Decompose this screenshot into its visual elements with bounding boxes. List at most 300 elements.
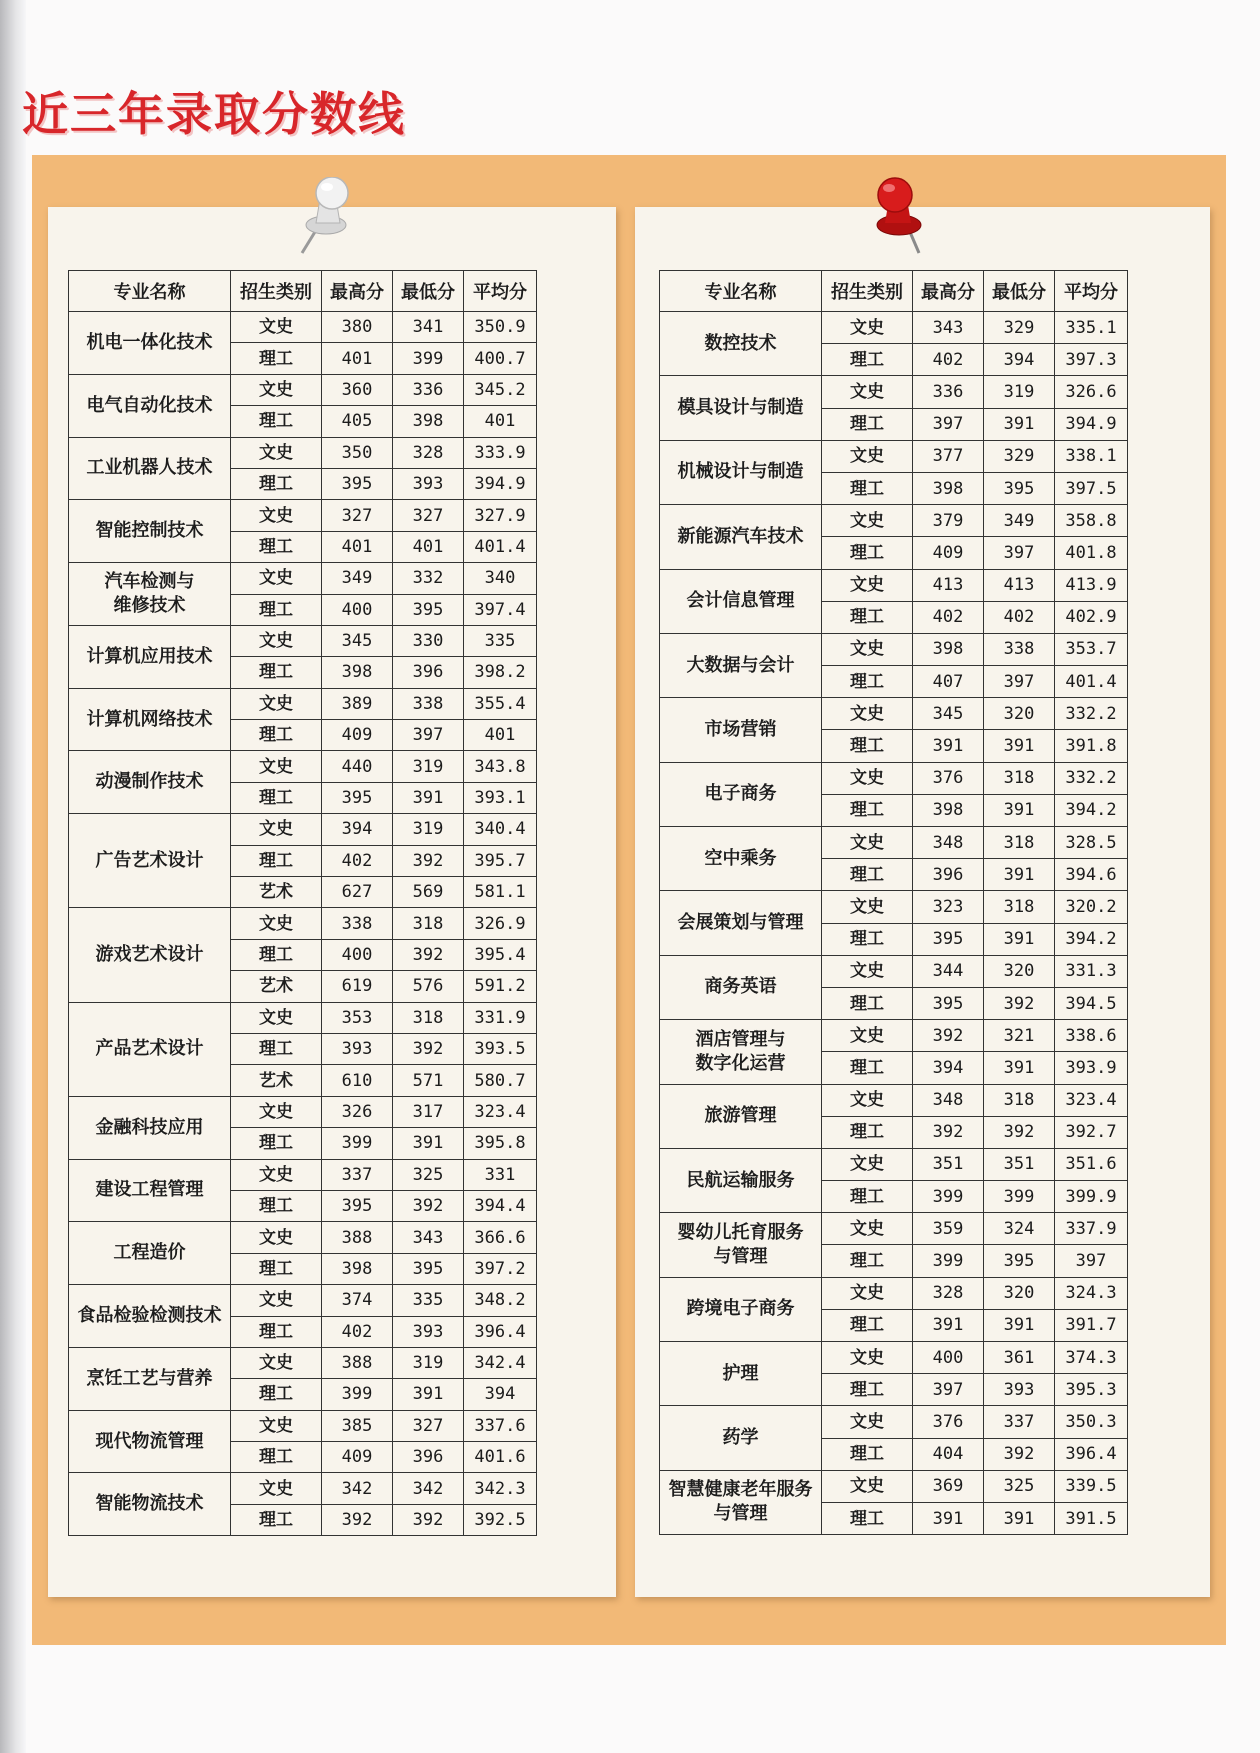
max-score-cell: 409: [913, 537, 984, 569]
header-avg-score: 平均分: [464, 271, 537, 312]
max-score-cell: 395: [322, 468, 393, 499]
max-score-cell: 399: [322, 1379, 393, 1410]
category-cell: 理工: [822, 472, 913, 504]
category-cell: 理工: [231, 1033, 322, 1064]
min-score-cell: 395: [393, 1253, 464, 1284]
category-cell: 理工: [822, 859, 913, 891]
avg-score-cell: 581.1: [464, 877, 537, 908]
min-score-cell: 392: [393, 1190, 464, 1221]
min-score-cell: 332: [393, 563, 464, 594]
min-score-cell: 395: [984, 472, 1055, 504]
min-score-cell: 328: [393, 437, 464, 468]
avg-score-cell: 342.3: [464, 1473, 537, 1504]
category-cell: 理工: [231, 782, 322, 813]
category-cell: 文史: [822, 633, 913, 665]
avg-score-cell: 338.1: [1055, 440, 1128, 472]
max-score-cell: 399: [913, 1245, 984, 1277]
category-cell: 文史: [231, 374, 322, 405]
max-score-cell: 380: [322, 312, 393, 343]
min-score-cell: 342: [393, 1473, 464, 1504]
avg-score-cell: 393.5: [464, 1033, 537, 1064]
header-major-name: 专业名称: [660, 271, 822, 312]
orange-board: [32, 155, 1226, 1645]
category-cell: 文史: [822, 376, 913, 408]
category-cell: 文史: [231, 1410, 322, 1441]
right-paper-sheet: [635, 207, 1210, 1597]
table-row: [69, 1410, 537, 1441]
table-row: [660, 1148, 1128, 1180]
max-score-cell: 328: [913, 1277, 984, 1309]
category-cell: 文史: [822, 312, 913, 344]
category-cell: 理工: [231, 468, 322, 499]
major-name-cell: 建设工程管理: [69, 1159, 231, 1222]
min-score-cell: 327: [393, 1410, 464, 1441]
major-name-cell: 机电一体化技术: [69, 312, 231, 375]
header-min-score: 最低分: [984, 271, 1055, 312]
min-score-cell: 318: [984, 827, 1055, 859]
avg-score-cell: 323.4: [464, 1096, 537, 1127]
max-score-cell: 369: [913, 1470, 984, 1502]
max-score-cell: 400: [322, 939, 393, 970]
max-score-cell: 400: [322, 594, 393, 625]
min-score-cell: 392: [984, 1116, 1055, 1148]
major-name-cell: 电子商务: [660, 762, 822, 826]
max-score-cell: 398: [913, 472, 984, 504]
category-cell: 文史: [231, 500, 322, 531]
max-score-cell: 376: [913, 762, 984, 794]
avg-score-cell: 348.2: [464, 1285, 537, 1316]
min-score-cell: 325: [393, 1159, 464, 1190]
max-score-cell: 407: [913, 666, 984, 698]
table-row: [69, 751, 537, 782]
table-row: [69, 1473, 537, 1504]
max-score-cell: 344: [913, 955, 984, 987]
min-score-cell: 338: [393, 688, 464, 719]
max-score-cell: 349: [322, 563, 393, 594]
min-score-cell: 399: [984, 1181, 1055, 1213]
major-name-cell: 智能控制技术: [69, 500, 231, 563]
max-score-cell: 379: [913, 505, 984, 537]
category-cell: 理工: [231, 1504, 322, 1535]
min-score-cell: 395: [984, 1245, 1055, 1277]
major-name-cell: 市场营销: [660, 698, 822, 762]
avg-score-cell: 345.2: [464, 374, 537, 405]
max-score-cell: 326: [322, 1096, 393, 1127]
max-score-cell: 405: [322, 406, 393, 437]
min-score-cell: 325: [984, 1470, 1055, 1502]
table-row: [69, 437, 537, 468]
category-cell: 文史: [231, 1473, 322, 1504]
avg-score-cell: 392.7: [1055, 1116, 1128, 1148]
avg-score-cell: 402.9: [1055, 601, 1128, 633]
category-cell: 理工: [822, 987, 913, 1019]
category-cell: 理工: [822, 794, 913, 826]
major-name-cell: 智慧健康老年服务 与管理: [660, 1470, 822, 1534]
min-score-cell: 336: [393, 374, 464, 405]
max-score-cell: 395: [913, 923, 984, 955]
avg-score-cell: 398.2: [464, 657, 537, 688]
avg-score-cell: 399.9: [1055, 1181, 1128, 1213]
avg-score-cell: 339.5: [1055, 1470, 1128, 1502]
avg-score-cell: 337.6: [464, 1410, 537, 1441]
category-cell: 理工: [231, 720, 322, 751]
avg-score-cell: 401.4: [464, 531, 537, 562]
max-score-cell: 619: [322, 971, 393, 1002]
min-score-cell: 391: [393, 1379, 464, 1410]
category-cell: 文史: [231, 1222, 322, 1253]
avg-score-cell: 335.1: [1055, 312, 1128, 344]
category-cell: 文史: [231, 312, 322, 343]
min-score-cell: 391: [984, 1502, 1055, 1534]
max-score-cell: 385: [322, 1410, 393, 1441]
avg-score-cell: 374.3: [1055, 1342, 1128, 1374]
major-name-cell: 护理: [660, 1342, 822, 1406]
avg-score-cell: 350.9: [464, 312, 537, 343]
major-name-cell: 大数据与会计: [660, 633, 822, 697]
left-paper-sheet: [48, 207, 616, 1597]
max-score-cell: 348: [913, 827, 984, 859]
min-score-cell: 318: [984, 891, 1055, 923]
max-score-cell: 345: [322, 625, 393, 656]
max-score-cell: 359: [913, 1213, 984, 1245]
avg-score-cell: 355.4: [464, 688, 537, 719]
max-score-cell: 395: [913, 987, 984, 1019]
min-score-cell: 329: [984, 312, 1055, 344]
header-category: 招生类别: [822, 271, 913, 312]
table-row: [69, 908, 537, 939]
avg-score-cell: 326.6: [1055, 376, 1128, 408]
red-pushpin-icon: [857, 177, 931, 257]
table-row: [69, 500, 537, 531]
major-name-cell: 计算机应用技术: [69, 625, 231, 688]
table-row: [660, 762, 1128, 794]
category-cell: 理工: [231, 343, 322, 374]
min-score-cell: 351: [984, 1148, 1055, 1180]
category-cell: 艺术: [231, 971, 322, 1002]
avg-score-cell: 401: [464, 720, 537, 751]
max-score-cell: 440: [322, 751, 393, 782]
category-cell: 文史: [822, 1148, 913, 1180]
avg-score-cell: 326.9: [464, 908, 537, 939]
avg-score-cell: 397: [1055, 1245, 1128, 1277]
avg-score-cell: 394.9: [1055, 408, 1128, 440]
min-score-cell: 335: [393, 1285, 464, 1316]
table-row: [660, 1342, 1128, 1374]
category-cell: 理工: [231, 939, 322, 970]
max-score-cell: 399: [913, 1181, 984, 1213]
max-score-cell: 398: [913, 633, 984, 665]
avg-score-cell: 394.5: [1055, 987, 1128, 1019]
table-row: [660, 1470, 1128, 1502]
category-cell: 理工: [231, 594, 322, 625]
table-row: [660, 955, 1128, 987]
avg-score-cell: 324.3: [1055, 1277, 1128, 1309]
avg-score-cell: 401.4: [1055, 666, 1128, 698]
min-score-cell: 391: [984, 859, 1055, 891]
left-score-table: [68, 270, 537, 1536]
max-score-cell: 391: [913, 730, 984, 762]
avg-score-cell: 591.2: [464, 971, 537, 1002]
major-name-cell: 模具设计与制造: [660, 376, 822, 440]
page-title: 近三年录取分数线: [22, 87, 406, 141]
major-name-cell: 会展策划与管理: [660, 891, 822, 955]
category-cell: 艺术: [231, 1065, 322, 1096]
left-table-header-row: [69, 271, 537, 312]
major-name-cell: 药学: [660, 1406, 822, 1470]
min-score-cell: 401: [393, 531, 464, 562]
header-max-score: 最高分: [913, 271, 984, 312]
table-row: [660, 827, 1128, 859]
category-cell: 理工: [231, 1442, 322, 1473]
max-score-cell: 353: [322, 1002, 393, 1033]
right-score-table: [659, 270, 1128, 1535]
major-name-cell: 旅游管理: [660, 1084, 822, 1148]
category-cell: 文史: [231, 751, 322, 782]
min-score-cell: 341: [393, 312, 464, 343]
avg-score-cell: 358.8: [1055, 505, 1128, 537]
min-score-cell: 393: [393, 1316, 464, 1347]
max-score-cell: 404: [913, 1438, 984, 1470]
category-cell: 理工: [822, 1438, 913, 1470]
min-score-cell: 397: [984, 537, 1055, 569]
avg-score-cell: 350.3: [1055, 1406, 1128, 1438]
table-row: [69, 1096, 537, 1127]
max-score-cell: 397: [913, 408, 984, 440]
major-name-cell: 工程造价: [69, 1222, 231, 1285]
max-score-cell: 376: [913, 1406, 984, 1438]
avg-score-cell: 397.4: [464, 594, 537, 625]
min-score-cell: 318: [393, 1002, 464, 1033]
header-major-name: 专业名称: [69, 271, 231, 312]
min-score-cell: 576: [393, 971, 464, 1002]
category-cell: 文史: [822, 1470, 913, 1502]
max-score-cell: 401: [322, 531, 393, 562]
table-row: [69, 1222, 537, 1253]
table-row: [660, 440, 1128, 472]
min-score-cell: 394: [984, 344, 1055, 376]
category-cell: 理工: [231, 845, 322, 876]
min-score-cell: 330: [393, 625, 464, 656]
category-cell: 理工: [231, 531, 322, 562]
avg-score-cell: 320.2: [1055, 891, 1128, 923]
table-row: [69, 374, 537, 405]
header-category: 招生类别: [231, 271, 322, 312]
header-avg-score: 平均分: [1055, 271, 1128, 312]
category-cell: 理工: [822, 1245, 913, 1277]
max-score-cell: 391: [913, 1502, 984, 1534]
min-score-cell: 393: [984, 1374, 1055, 1406]
avg-score-cell: 394.2: [1055, 923, 1128, 955]
major-name-cell: 游戏艺术设计: [69, 908, 231, 1002]
major-name-cell: 计算机网络技术: [69, 688, 231, 751]
category-cell: 理工: [822, 666, 913, 698]
min-score-cell: 320: [984, 1277, 1055, 1309]
avg-score-cell: 337.9: [1055, 1213, 1128, 1245]
max-score-cell: 409: [322, 720, 393, 751]
min-score-cell: 402: [984, 601, 1055, 633]
max-score-cell: 336: [913, 376, 984, 408]
max-score-cell: 389: [322, 688, 393, 719]
right-table-header-row: [660, 271, 1128, 312]
max-score-cell: 393: [322, 1033, 393, 1064]
major-name-cell: 产品艺术设计: [69, 1002, 231, 1096]
max-score-cell: 401: [322, 343, 393, 374]
table-row: [660, 376, 1128, 408]
avg-score-cell: 343.8: [464, 751, 537, 782]
min-score-cell: 320: [984, 698, 1055, 730]
min-score-cell: 327: [393, 500, 464, 531]
major-name-cell: 电气自动化技术: [69, 374, 231, 437]
max-score-cell: 323: [913, 891, 984, 923]
table-row: [69, 688, 537, 719]
major-name-cell: 新能源汽车技术: [660, 505, 822, 569]
avg-score-cell: 335: [464, 625, 537, 656]
min-score-cell: 318: [984, 762, 1055, 794]
category-cell: 理工: [231, 1316, 322, 1347]
major-name-cell: 工业机器人技术: [69, 437, 231, 500]
min-score-cell: 343: [393, 1222, 464, 1253]
table-row: [69, 563, 537, 594]
min-score-cell: 569: [393, 877, 464, 908]
min-score-cell: 393: [393, 468, 464, 499]
category-cell: 理工: [231, 1190, 322, 1221]
max-score-cell: 360: [322, 374, 393, 405]
major-name-cell: 机械设计与制造: [660, 440, 822, 504]
major-name-cell: 动漫制作技术: [69, 751, 231, 814]
avg-score-cell: 332.2: [1055, 762, 1128, 794]
category-cell: 文史: [822, 762, 913, 794]
min-score-cell: 396: [393, 1442, 464, 1473]
table-row: [660, 1406, 1128, 1438]
major-name-cell: 食品检验检测技术: [69, 1285, 231, 1348]
page-spine-shadow: [0, 0, 26, 1753]
table-row: [69, 312, 537, 343]
category-cell: 文史: [231, 437, 322, 468]
category-cell: 理工: [822, 1309, 913, 1341]
max-score-cell: 377: [913, 440, 984, 472]
min-score-cell: 349: [984, 505, 1055, 537]
table-row: [69, 1159, 537, 1190]
avg-score-cell: 400.7: [464, 343, 537, 374]
category-cell: 理工: [822, 730, 913, 762]
category-cell: 理工: [231, 1253, 322, 1284]
max-score-cell: 337: [322, 1159, 393, 1190]
min-score-cell: 397: [393, 720, 464, 751]
min-score-cell: 361: [984, 1342, 1055, 1374]
avg-score-cell: 395.7: [464, 845, 537, 876]
max-score-cell: 327: [322, 500, 393, 531]
min-score-cell: 319: [393, 814, 464, 845]
avg-score-cell: 333.9: [464, 437, 537, 468]
category-cell: 理工: [822, 344, 913, 376]
category-cell: 理工: [822, 1181, 913, 1213]
avg-score-cell: 328.5: [1055, 827, 1128, 859]
category-cell: 文史: [822, 1342, 913, 1374]
avg-score-cell: 394: [464, 1379, 537, 1410]
max-score-cell: 627: [322, 877, 393, 908]
avg-score-cell: 393.1: [464, 782, 537, 813]
category-cell: 文史: [822, 1084, 913, 1116]
min-score-cell: 319: [393, 1347, 464, 1378]
max-score-cell: 400: [913, 1342, 984, 1374]
max-score-cell: 374: [322, 1285, 393, 1316]
category-cell: 文史: [822, 1020, 913, 1052]
header-min-score: 最低分: [393, 271, 464, 312]
avg-score-cell: 391.5: [1055, 1502, 1128, 1534]
min-score-cell: 571: [393, 1065, 464, 1096]
max-score-cell: 392: [913, 1020, 984, 1052]
max-score-cell: 402: [322, 845, 393, 876]
avg-score-cell: 338.6: [1055, 1020, 1128, 1052]
major-name-cell: 酒店管理与 数字化运营: [660, 1020, 822, 1084]
min-score-cell: 320: [984, 955, 1055, 987]
max-score-cell: 394: [913, 1052, 984, 1084]
min-score-cell: 392: [984, 987, 1055, 1019]
category-cell: 文史: [231, 1096, 322, 1127]
category-cell: 理工: [822, 1374, 913, 1406]
major-name-cell: 广告艺术设计: [69, 814, 231, 908]
avg-score-cell: 394.4: [464, 1190, 537, 1221]
avg-score-cell: 391.8: [1055, 730, 1128, 762]
min-score-cell: 398: [393, 406, 464, 437]
min-score-cell: 391: [984, 794, 1055, 826]
category-cell: 理工: [822, 537, 913, 569]
category-cell: 理工: [231, 406, 322, 437]
max-score-cell: 397: [913, 1374, 984, 1406]
avg-score-cell: 342.4: [464, 1347, 537, 1378]
table-row: [660, 1277, 1128, 1309]
min-score-cell: 392: [393, 939, 464, 970]
category-cell: 文史: [231, 1159, 322, 1190]
min-score-cell: 318: [393, 908, 464, 939]
max-score-cell: 394: [322, 814, 393, 845]
category-cell: 文史: [822, 1213, 913, 1245]
max-score-cell: 402: [913, 344, 984, 376]
max-score-cell: 348: [913, 1084, 984, 1116]
category-cell: 文史: [822, 569, 913, 601]
avg-score-cell: 394.2: [1055, 794, 1128, 826]
category-cell: 艺术: [231, 877, 322, 908]
table-row: [660, 1084, 1128, 1116]
min-score-cell: 338: [984, 633, 1055, 665]
category-cell: 文史: [822, 505, 913, 537]
min-score-cell: 329: [984, 440, 1055, 472]
major-name-cell: 智能物流技术: [69, 1473, 231, 1536]
min-score-cell: 391: [393, 1128, 464, 1159]
max-score-cell: 391: [913, 1309, 984, 1341]
avg-score-cell: 395.4: [464, 939, 537, 970]
table-row: [69, 1285, 537, 1316]
max-score-cell: 392: [322, 1504, 393, 1535]
max-score-cell: 395: [322, 782, 393, 813]
category-cell: 文史: [822, 827, 913, 859]
table-row: [660, 891, 1128, 923]
max-score-cell: 398: [322, 1253, 393, 1284]
category-cell: 文史: [822, 440, 913, 472]
category-cell: 文史: [231, 688, 322, 719]
avg-score-cell: 401: [464, 406, 537, 437]
max-score-cell: 338: [322, 908, 393, 939]
category-cell: 文史: [231, 814, 322, 845]
major-name-cell: 金融科技应用: [69, 1096, 231, 1159]
min-score-cell: 392: [393, 845, 464, 876]
white-pushpin-icon: [296, 177, 366, 257]
max-score-cell: 343: [913, 312, 984, 344]
major-name-cell: 现代物流管理: [69, 1410, 231, 1473]
category-cell: 文史: [231, 1347, 322, 1378]
min-score-cell: 337: [984, 1406, 1055, 1438]
min-score-cell: 392: [393, 1504, 464, 1535]
